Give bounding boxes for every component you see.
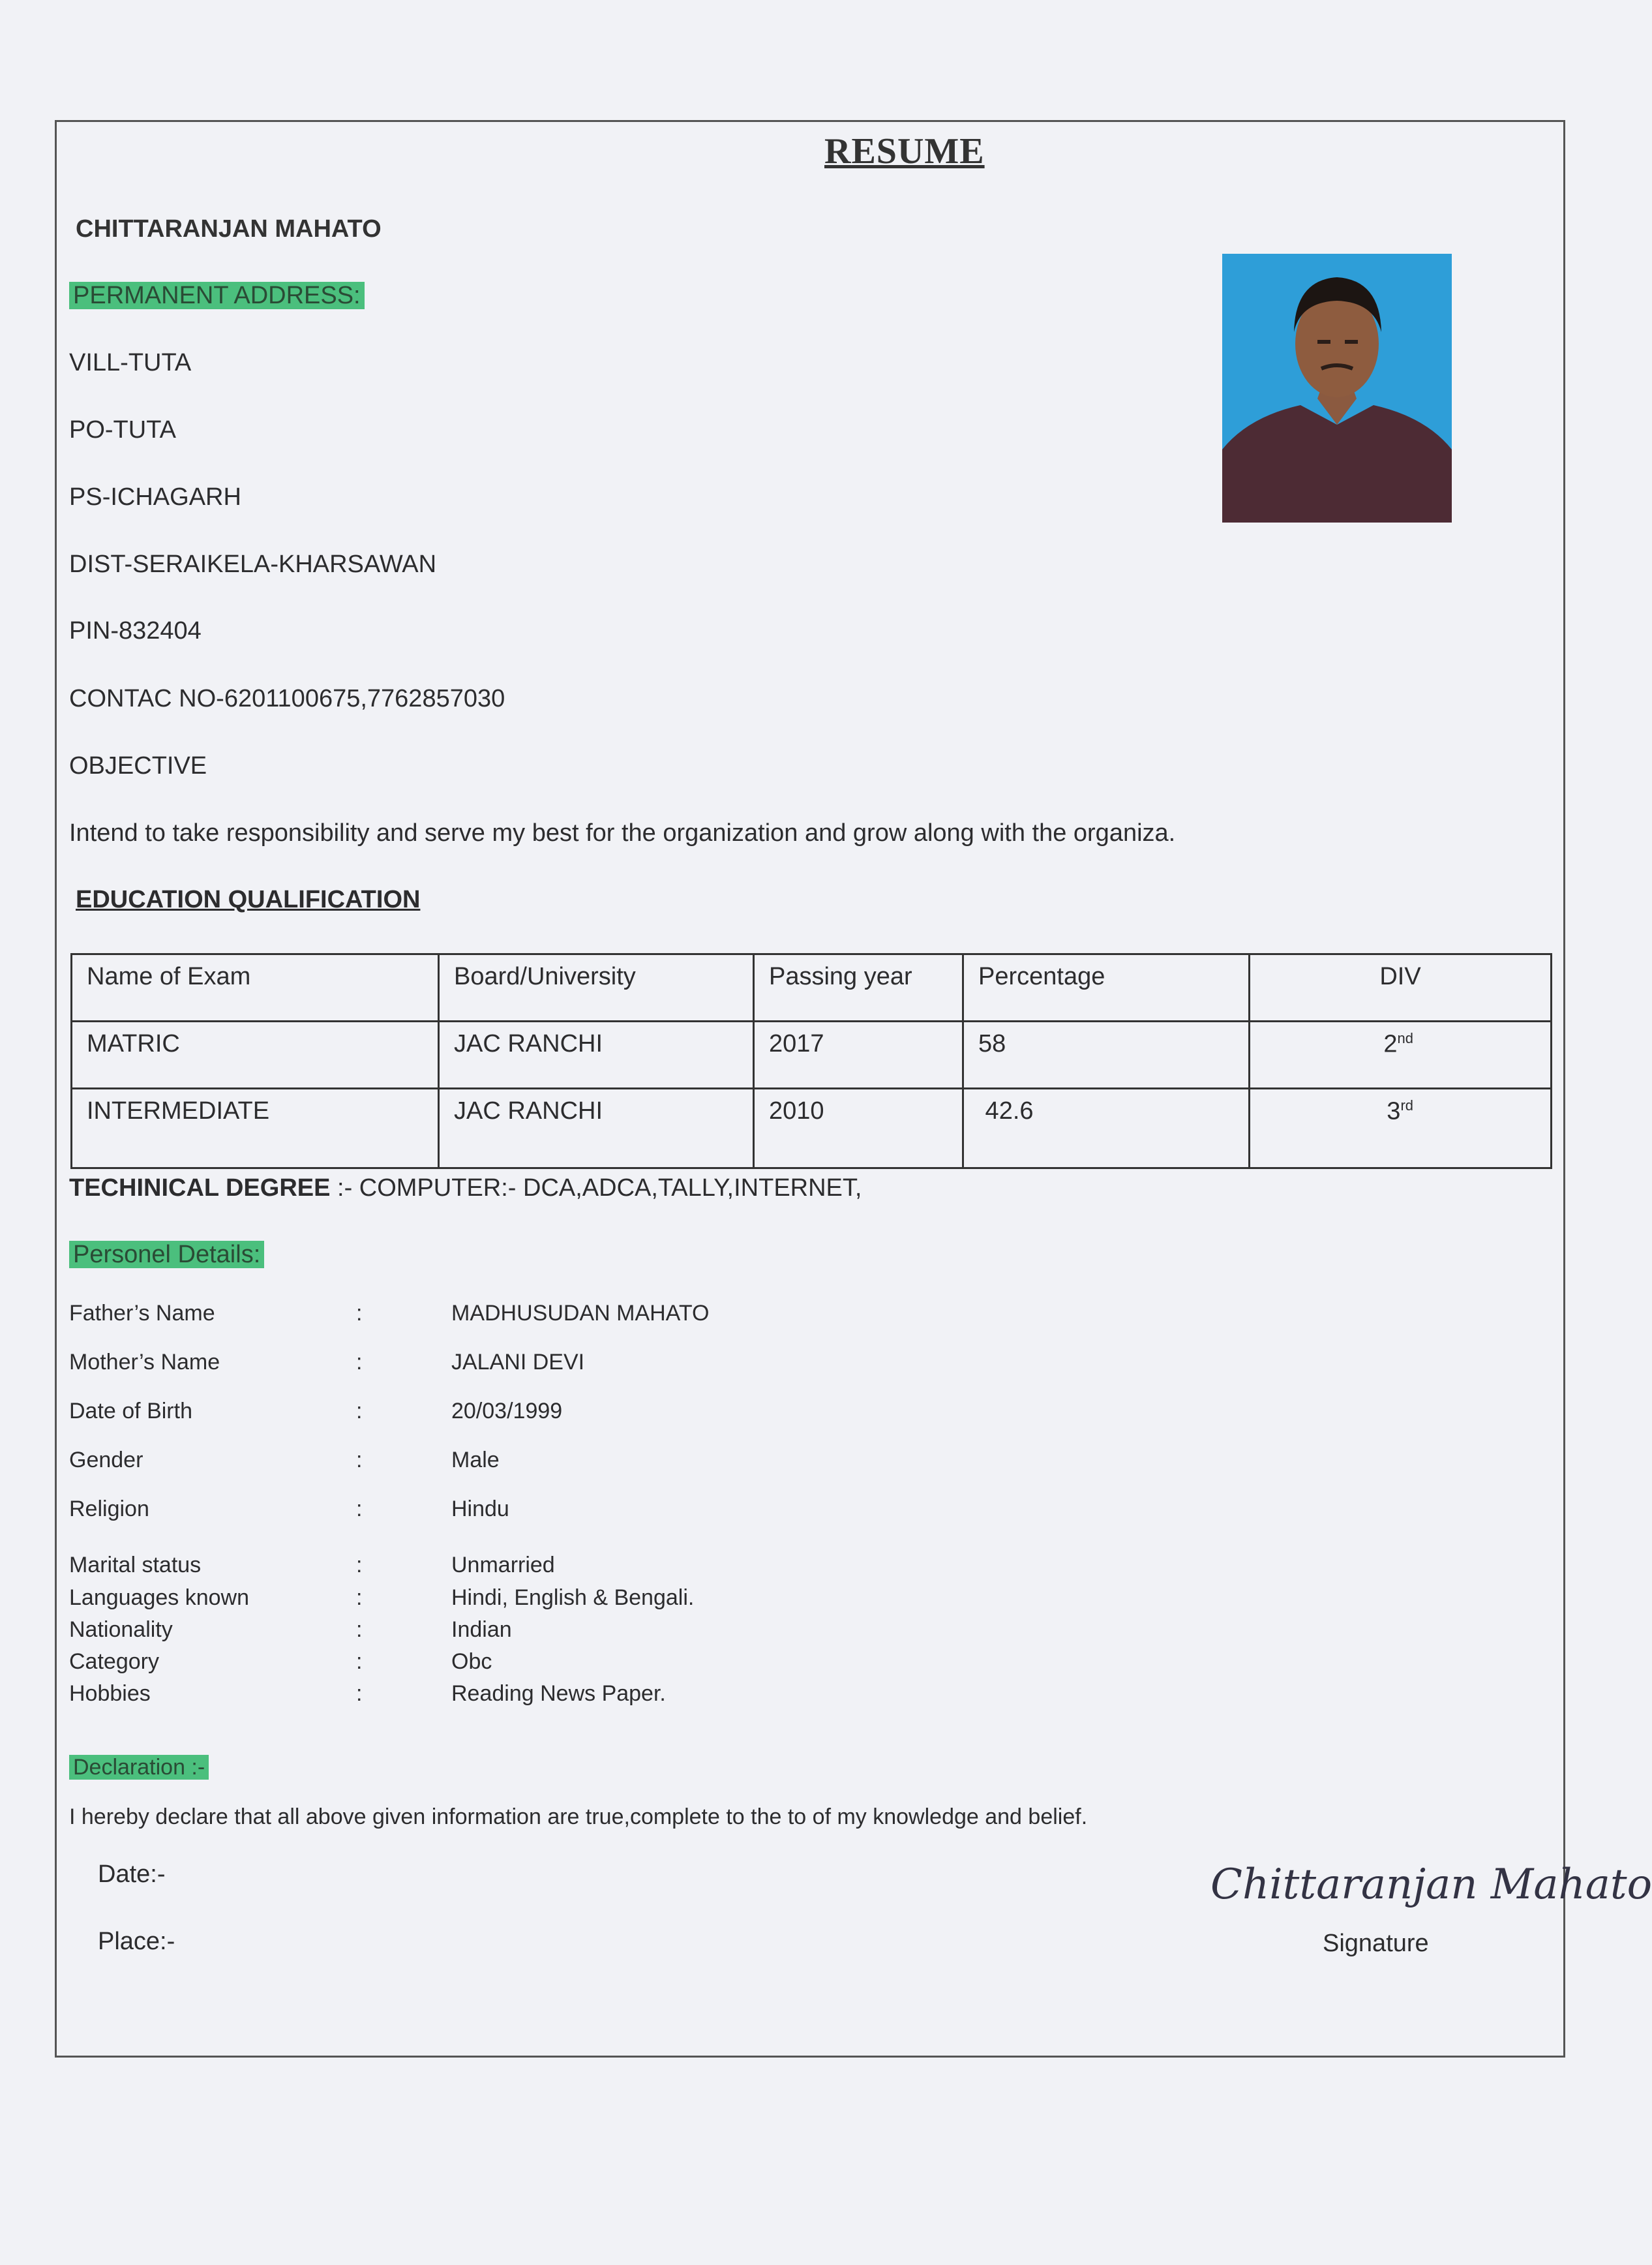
value-category: Obc	[451, 1649, 492, 1674]
column-percentage: Percentage	[978, 963, 1105, 990]
label-mother-name: Mother’s Name	[69, 1350, 220, 1375]
value-religion: Hindu	[451, 1497, 509, 1521]
candidate-name: CHITTARANJAN MAHATO	[76, 215, 382, 243]
separator: :	[356, 1585, 363, 1610]
percentage-cell: 42.6	[978, 1097, 1034, 1125]
label-hobbies: Hobbies	[69, 1681, 151, 1706]
exam-cell: MATRIC	[87, 1030, 180, 1057]
declaration-text: I hereby declare that all above given information are true,complete to the to of my knowledge and belief.	[69, 1804, 1088, 1829]
column-div: DIV	[1379, 963, 1421, 990]
address-heading: PERMANENT ADDRESS:	[69, 282, 365, 310]
personal-details-heading: Personel Details:	[69, 1241, 264, 1269]
label-date-of-birth: Date of Birth	[69, 1399, 192, 1423]
address-village: VILL-TUTA	[69, 349, 192, 376]
value-gender: Male	[451, 1448, 500, 1472]
objective-heading: OBJECTIVE	[69, 752, 207, 780]
value-languages-known: Hindi, English & Bengali.	[451, 1585, 695, 1610]
technical-degree-label: TECHINICAL DEGREE	[69, 1174, 331, 1202]
value-mother-name: JALANI DEVI	[451, 1350, 585, 1375]
value-date-of-birth: 20/03/1999	[451, 1399, 563, 1423]
technical-degree	[69, 1174, 862, 1202]
place-label: Place:-	[98, 1928, 175, 1955]
label-languages-known: Languages known	[69, 1585, 250, 1610]
div-cell: 3rd	[1387, 1097, 1413, 1125]
column-board: Board/University	[454, 963, 636, 990]
signature-label: Signature	[1323, 1930, 1429, 1957]
separator: :	[356, 1399, 363, 1423]
technical-degree-text: :- COMPUTER:- DCA,ADCA,TALLY,INTERNET,	[337, 1174, 862, 1202]
percentage-cell: 58	[978, 1030, 1006, 1057]
separator: :	[356, 1681, 363, 1706]
address-police-station: PS-ICHAGARH	[69, 483, 241, 511]
table-row	[72, 1089, 1552, 1168]
value-nationality: Indian	[451, 1617, 512, 1642]
label-gender: Gender	[69, 1448, 143, 1472]
separator: :	[356, 1350, 363, 1375]
separator: :	[356, 1497, 363, 1521]
separator: :	[356, 1448, 363, 1472]
declaration-heading: Declaration :-	[69, 1755, 209, 1780]
label-father-name: Father’s Name	[69, 1301, 215, 1326]
label-nationality: Nationality	[69, 1617, 173, 1642]
div-cell: 2nd	[1383, 1030, 1413, 1058]
contact-number: CONTAC NO-6201100675,7762857030	[69, 685, 505, 712]
year-cell: 2010	[769, 1097, 824, 1125]
label-marital-status: Marital status	[69, 1553, 202, 1577]
table-row	[72, 1022, 1552, 1089]
label-category: Category	[69, 1649, 159, 1674]
value-hobbies: Reading News Paper.	[451, 1681, 666, 1706]
board-cell: JAC RANCHI	[454, 1097, 603, 1125]
resume-title: RESUME	[824, 131, 985, 172]
separator: :	[356, 1649, 363, 1674]
objective-text: Intend to take responsibility and serve my best for the organization and grow along with the organiza.	[69, 819, 1176, 847]
label-religion: Religion	[69, 1497, 149, 1521]
address-post-office: PO-TUTA	[69, 416, 176, 444]
handwritten-signature: Chittaranjan Mahato	[1210, 1861, 1652, 1909]
value-marital-status: Unmarried	[451, 1553, 555, 1577]
board-cell: JAC RANCHI	[454, 1030, 603, 1057]
year-cell: 2017	[769, 1030, 824, 1057]
column-passing-year: Passing year	[769, 963, 912, 990]
address-district: DIST-SERAIKELA-KHARSAWAN	[69, 551, 437, 578]
profile-photo	[1222, 254, 1452, 523]
separator: :	[356, 1301, 363, 1326]
separator: :	[356, 1553, 363, 1577]
education-heading: EDUCATION QUALIFICATION	[76, 886, 421, 913]
exam-cell: INTERMEDIATE	[87, 1097, 270, 1125]
separator: :	[356, 1617, 363, 1642]
column-name-of-exam: Name of Exam	[87, 963, 251, 990]
education-table	[70, 953, 1552, 1169]
address-pin: PIN-832404	[69, 617, 202, 645]
value-father-name: MADHUSUDAN MAHATO	[451, 1301, 710, 1326]
date-label: Date:-	[98, 1861, 166, 1888]
table-header-row	[72, 954, 1552, 1022]
